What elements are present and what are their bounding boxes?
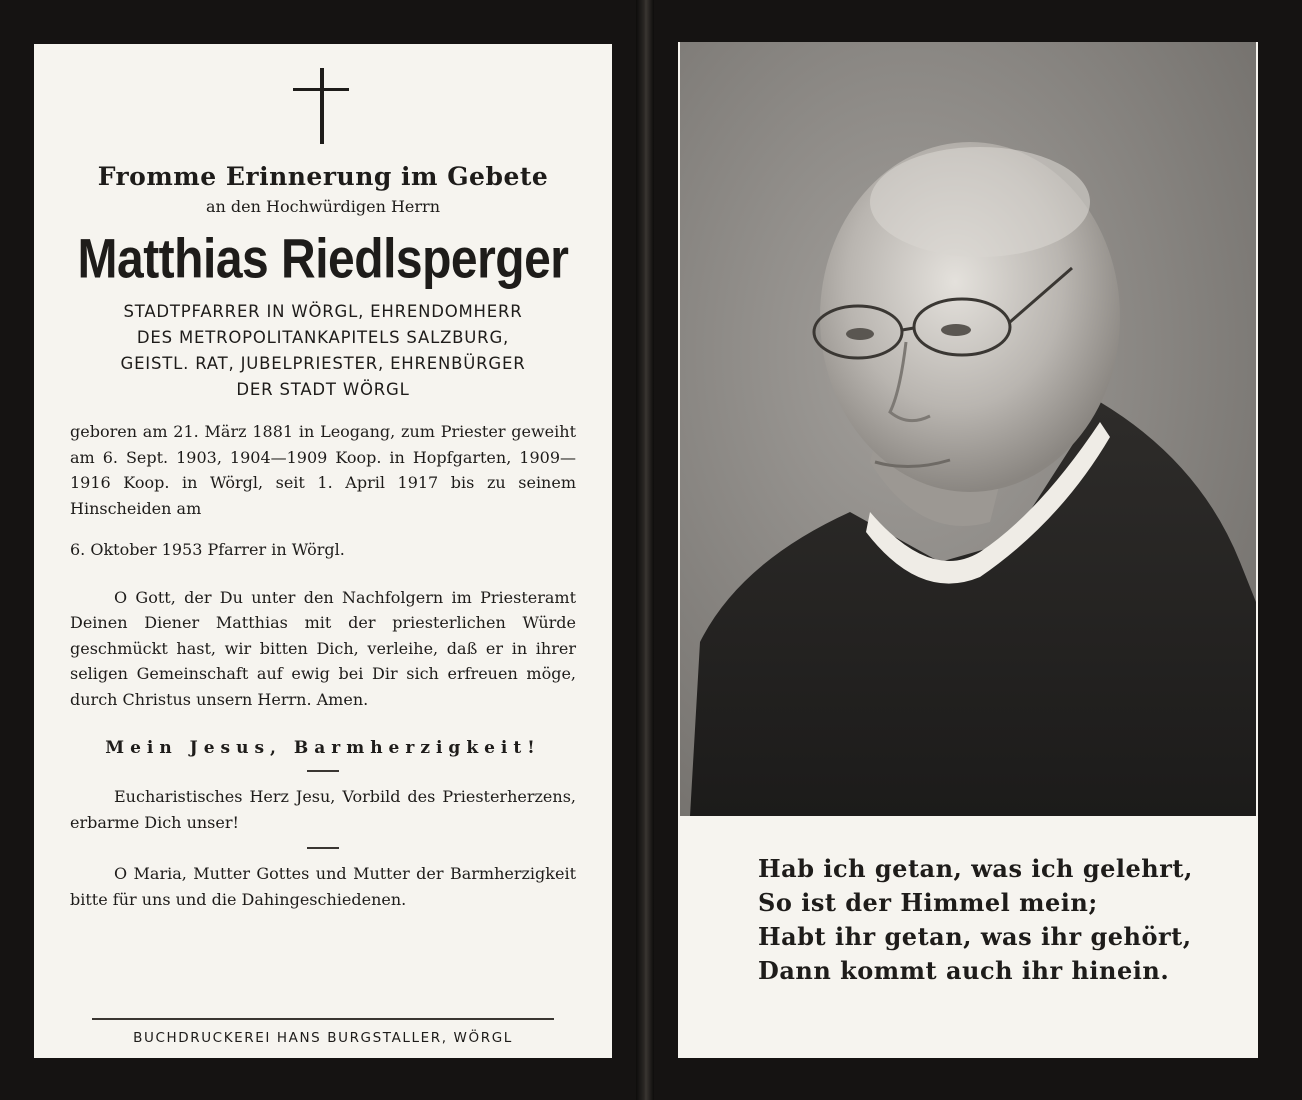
heart-prayer: Eucharistisches Herz Jesu, Vorbild des Priesterherzens, erbarme Dich unser!	[70, 787, 576, 832]
portrait-photo	[680, 42, 1256, 816]
biography-last-line: 6. Oktober 1953 Pfarrer in Wörgl.	[70, 540, 345, 559]
invocation: Mein Jesus, Barmherzigkeit!	[105, 738, 541, 758]
title-line: GEISTL. RAT, JUBELPRIESTER, EHRENBÜRGER	[120, 354, 526, 373]
mary-prayer: O Maria, Mutter Gottes und Mutter der Barmherzigkeit bitte für uns und die Dahingeschiedenen.	[70, 864, 576, 909]
biography: geboren am 21. März 1881 in Leogang, zum Priester geweiht am 6. Sept. 1903, 1904—1909 Koop. in Hopfgarten, 1909—1916 Koop. in Wörgl, seit 1. April 1917 bis zu seinem Hinscheiden am	[70, 422, 576, 518]
verse-line: Dann kommt auch ihr hinein.	[758, 956, 1170, 985]
printer-credit: BUCHDRUCKEREI HANS BURGSTALLER, WÖRGL	[133, 1030, 513, 1046]
right-panel	[678, 42, 1258, 1058]
title-line: DES METROPOLITANKAPITELS SALZBURG,	[136, 328, 510, 347]
deceased-name: Matthias Riedlsperger	[77, 229, 569, 291]
footer-rule	[92, 1018, 554, 1020]
verse	[758, 852, 1228, 988]
titles-block	[70, 299, 576, 403]
card-fold	[636, 0, 654, 1100]
left-panel	[34, 44, 612, 1058]
title-line: DER STADT WÖRGL	[236, 380, 410, 399]
verse-line: So ist der Himmel mein;	[758, 888, 1098, 917]
subheading: an den Hochwürdigen Herrn	[205, 197, 440, 216]
divider	[307, 847, 339, 849]
verse-line: Habt ihr getan, was ihr gehört,	[758, 922, 1192, 951]
prayer-text: O Gott, der Du unter den Nachfolgern im Priesteramt Deinen Diener Matthias mit der priesterlichen Würde geschmückt hast, wir bitten Dich, verleihe, daß er in ihrer seligen Gemeinschaft auf ewig bei Dir sich erfreuen möge, durch Christus unsern Herrn. Amen.	[70, 587, 576, 709]
cross-icon	[293, 68, 353, 144]
heading: Fromme Erinnerung im Gebete	[97, 162, 549, 191]
verse-line: Hab ich getan, was ich gelehrt,	[758, 854, 1193, 883]
divider	[307, 770, 339, 772]
title-line: STADTPFARRER IN WÖRGL, EHRENDOMHERR	[123, 302, 523, 321]
portrait-illustration	[680, 42, 1256, 816]
